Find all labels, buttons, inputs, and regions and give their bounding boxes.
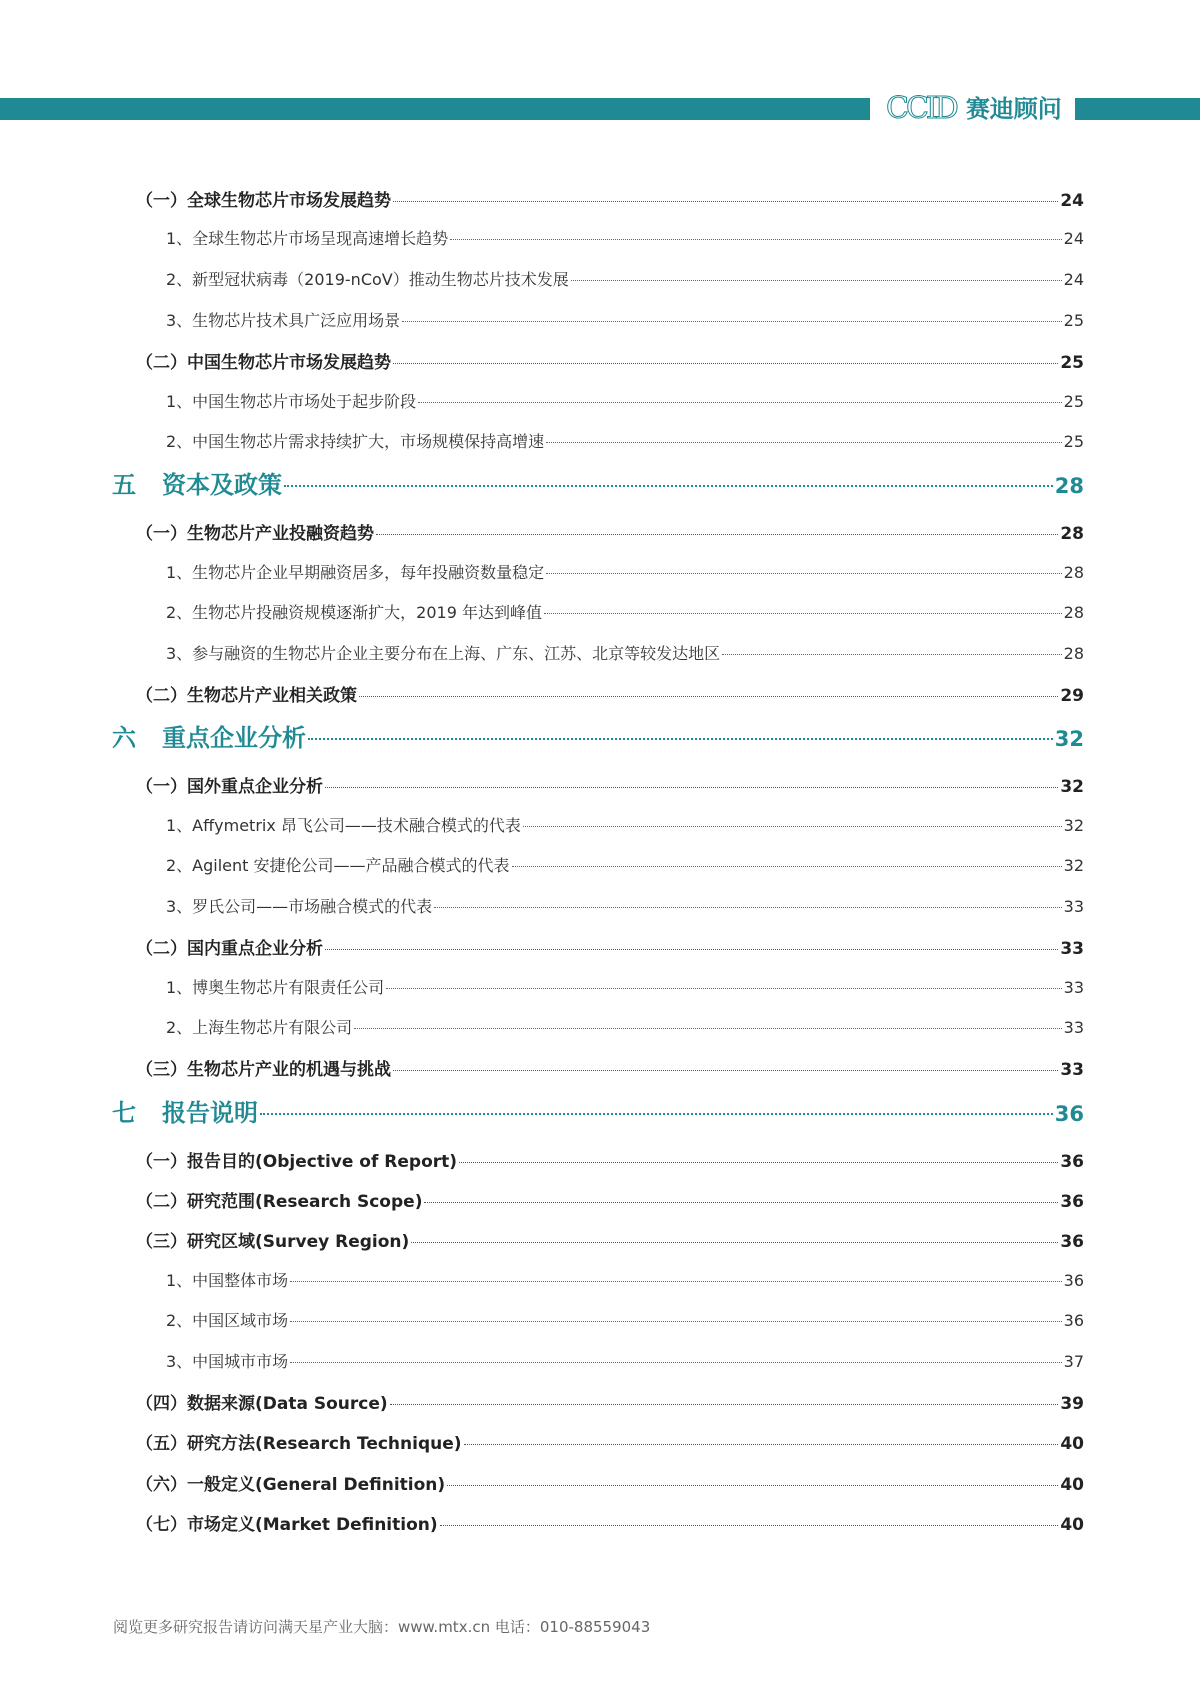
toc-item[interactable] [166,600,1084,623]
toc-entry-title: 1、中国整体市场 [166,1271,289,1290]
toc-entry-title: （二）研究范围(Research Scope) [136,1192,423,1212]
toc-leader-dots [459,1162,1058,1163]
toc-page-number: 40 [1060,1515,1084,1535]
toc-entry-title: 2、生物芯片投融资规模逐渐扩大，2019 年达到峰值 [166,603,542,622]
toc-item[interactable] [166,267,1084,290]
toc-section[interactable] [136,1227,1084,1252]
toc-leader-dots [418,402,1061,403]
toc-leader-dots [544,613,1062,614]
toc-item[interactable] [166,1349,1084,1372]
toc-item[interactable] [166,560,1084,583]
toc-item[interactable] [166,975,1084,998]
toc-leader-dots [722,654,1061,655]
toc-leader-dots [260,1113,1053,1115]
toc-leader-dots [290,1321,1061,1322]
toc-leader-dots [411,1242,1058,1243]
toc-entry-title: （三）生物芯片产业的机遇与挑战 [136,1060,391,1080]
toc-entry-title: （七）市场定义(Market Definition) [136,1515,438,1535]
toc-page-number: 28 [1054,474,1084,498]
toc-page-number: 40 [1060,1434,1084,1454]
toc-section[interactable] [136,348,1084,373]
toc-entry-title: 3、生物芯片技术具广泛应用场景 [166,311,401,330]
toc-entry-title: （一）全球生物芯片市场发展趋势 [136,191,391,211]
toc-page-number: 24 [1063,270,1084,289]
toc-item[interactable] [166,389,1084,412]
toc-section[interactable] [136,1510,1084,1535]
toc-entry-title: 1、全球生物芯片市场呈现高速增长趋势 [166,229,449,248]
toc-section[interactable] [136,1055,1084,1080]
toc-leader-dots [290,1281,1061,1282]
toc-leader-dots [325,949,1058,950]
header-band [0,91,1200,126]
toc-entry-title: 1、博奥生物芯片有限责任公司 [166,978,385,997]
toc-entry-title: 3、罗氏公司——市场融合模式的代表 [166,897,433,916]
header-bar-right [1075,98,1200,120]
toc-leader-dots [390,1404,1059,1405]
toc-leader-dots [571,280,1062,281]
toc-leader-dots [376,534,1058,535]
toc-entry-title: （一）国外重点企业分析 [136,777,323,797]
toc-page-number: 32 [1063,816,1084,835]
toc-entry-title: 2、上海生物芯片有限公司 [166,1018,353,1037]
toc-item[interactable] [166,641,1084,664]
toc-entry-title: 1、中国生物芯片市场处于起步阶段 [166,392,417,411]
toc-leader-dots [447,1485,1058,1486]
toc-chapter-number: 七 [112,1099,136,1127]
toc-entry-title: （三）研究区域(Survey Region) [136,1232,410,1252]
toc-page-number: 36 [1054,1102,1084,1126]
toc-entry-title: 2、Agilent 安捷伦公司——产品融合模式的代表 [166,856,510,875]
ccid-logo [886,92,1062,126]
toc-entry-title: 重点企业分析 [162,724,306,752]
toc-page-number: 25 [1060,353,1084,373]
toc-leader-dots [434,907,1061,908]
toc-page-number: 40 [1060,1475,1084,1495]
toc-page-number: 36 [1060,1152,1084,1172]
toc-entry-title: 3、中国城市市场 [166,1352,289,1371]
toc-chapter-number: 六 [112,724,136,752]
toc-entry-title: 1、Affymetrix 昂飞公司——技术融合模式的代表 [166,816,521,835]
toc-entry-title: 1、生物芯片企业早期融资居多，每年投融资数量稳定 [166,563,545,582]
toc-page-number: 28 [1063,603,1084,622]
toc-page-number: 39 [1060,1394,1084,1414]
toc-section[interactable] [136,1187,1084,1212]
toc-leader-dots [450,239,1061,240]
toc-entry-title: （六）一般定义(General Definition) [136,1475,446,1495]
toc-leader-dots [546,573,1061,574]
toc-item[interactable] [166,1015,1084,1038]
toc-page-number: 28 [1060,524,1084,544]
toc-page-number: 36 [1063,1271,1084,1290]
toc-page-number: 33 [1060,939,1084,959]
toc-entry-title: 2、新型冠状病毒（2019-nCoV）推动生物芯片技术发展 [166,270,569,289]
toc-page-number: 36 [1063,1311,1084,1330]
toc-item[interactable] [166,308,1084,331]
toc-page-number: 24 [1063,229,1084,248]
toc-chapter[interactable] [112,465,1084,500]
toc-item[interactable] [166,1308,1084,1331]
toc-entry-title: （四）数据来源(Data Source) [136,1394,388,1414]
toc-leader-dots [393,1070,1058,1071]
toc-item[interactable] [166,853,1084,876]
toc-section[interactable] [136,519,1084,544]
toc-leader-dots [440,1525,1059,1526]
toc-section[interactable] [136,1470,1084,1495]
toc-page-number: 25 [1063,392,1084,411]
toc-leader-dots [284,485,1053,487]
toc-entry-title: （五）研究方法(Research Technique) [136,1434,462,1454]
toc-section[interactable] [136,1147,1084,1172]
toc-chapter[interactable] [112,718,1084,753]
toc-section[interactable] [136,1429,1084,1454]
toc-page-number: 25 [1063,432,1084,451]
toc-entry-title: （二）国内重点企业分析 [136,939,323,959]
toc-page-number: 36 [1060,1232,1084,1252]
toc-leader-dots [290,1362,1061,1363]
toc-section[interactable] [136,1389,1084,1414]
toc-item[interactable] [166,1268,1084,1291]
toc-page-number: 24 [1060,191,1084,211]
toc-section[interactable] [136,186,1084,211]
toc-entry-title: 2、中国区域市场 [166,1311,289,1330]
toc-section[interactable] [136,934,1084,959]
toc-entry-title: （二）生物芯片产业相关政策 [136,686,357,706]
toc-section[interactable] [136,681,1084,706]
toc-entry-title: 2、中国生物芯片需求持续扩大，市场规模保持高增速 [166,432,545,451]
logo-en-text: CCID [886,91,956,126]
toc-leader-dots [325,787,1058,788]
toc-leader-dots [464,1444,1059,1445]
toc-page-number: 25 [1063,311,1084,330]
toc-leader-dots [354,1028,1061,1029]
toc-page-number: 32 [1054,727,1084,751]
toc-page-number: 29 [1060,686,1084,706]
page-footer: 阅览更多研究报告请访问满天星产业大脑：www.mtx.cn 电话：010-88559043 [113,1618,651,1636]
toc-item[interactable] [166,894,1084,917]
header-bar-left [0,98,870,120]
toc-entry-title: 报告说明 [162,1099,258,1127]
toc-leader-dots [308,738,1053,740]
toc-leader-dots [512,866,1062,867]
toc-page-number: 28 [1063,563,1084,582]
toc-leader-dots [546,442,1061,443]
toc-item[interactable] [166,813,1084,836]
toc-leader-dots [424,1202,1058,1203]
toc-page-number: 28 [1063,644,1084,663]
toc-page-number: 33 [1063,1018,1084,1037]
toc-page-number: 33 [1060,1060,1084,1080]
toc-chapter[interactable] [112,1093,1084,1128]
toc-leader-dots [402,321,1061,322]
toc-page-number: 36 [1060,1192,1084,1212]
toc-entry-title: （二）中国生物芯片市场发展趋势 [136,353,391,373]
toc-page-number: 33 [1063,897,1084,916]
toc-item[interactable] [166,429,1084,452]
logo-cn-text: 赛迪顾问 [965,94,1062,123]
toc-leader-dots [386,988,1061,989]
toc-page-number: 32 [1060,777,1084,797]
toc-entry-title: 3、参与融资的生物芯片企业主要分布在上海、广东、江苏、北京等较发达地区 [166,644,721,663]
toc-page-number: 37 [1063,1352,1084,1371]
toc-page-number: 32 [1063,856,1084,875]
toc-leader-dots [359,696,1058,697]
toc-leader-dots [523,826,1062,827]
toc-entry-title: 资本及政策 [162,471,282,499]
toc-section[interactable] [136,772,1084,797]
toc-chapter-number: 五 [112,471,136,499]
toc-item[interactable] [166,226,1084,249]
toc-page-number: 33 [1063,978,1084,997]
toc-leader-dots [393,201,1058,202]
toc-entry-title: （一）报告目的(Objective of Report) [136,1152,458,1172]
toc-entry-title: （一）生物芯片产业投融资趋势 [136,524,374,544]
toc-leader-dots [393,363,1058,364]
